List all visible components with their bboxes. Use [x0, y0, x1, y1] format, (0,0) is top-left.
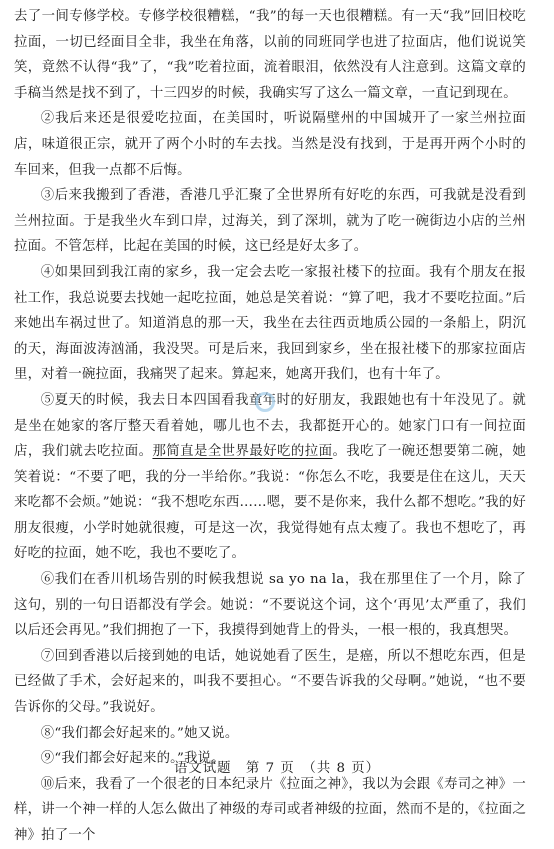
paragraph-4: ④如果回到我江南的家乡，我一定会去吃一家报社楼下的拉面。我有个朋友在报社工作，我总说要去找她一起吃拉面，她总是笑着说：“算了吧，我才不要吃拉面。”后来她出车祸过世了。知道消息的那一天，我坐在去往西贡地质公园的一条船上，阴沉的天，海面波涛汹涌，我没哭。可是后来，我回到家乡，坐在报社楼下的那家拉面店里，对着一碗拉面，我痛哭了起来。算起来，她离开我们，也有十年了。 — [14, 264, 526, 383]
paragraph-5-start: ⑤夏天的时候，我去日本四国看我童年时的好朋友，我跟她也有十年没见了。就是坐在她家的客厅整天看着她，哪儿也不去，我都挺开心的。她家门口有一间拉面店，我们就去吃拉面。 — [14, 392, 526, 460]
paragraph-continued: 去了一间专修学校。专修学校很糟糕，“我”的每一天也很糟糕。有一天“我”回旧校吃拉面，一切已经面目全非，我坐在角落，以前的同班同学也进了拉面店，他们说说笑笑，竟然不认得“我”了，“我”吃着拉面，流着眼泪，依然没有人注意到。这篇文章的手稿当然是找不到了，十三四岁的时候，我确实写了这么一篇文章，一直记到现在。 — [14, 9, 526, 101]
paragraph-10: ⑩后来，我看了一个很老的日本纪录片《拉面之神》，我以为会跟《寿司之神》一样，讲一个神一样的人怎么做出了神级的寿司或者神级的拉面，然而不是的，《拉面之神》拍了一个 — [14, 776, 526, 843]
reading-passage — [14, 4, 526, 849]
paragraph-5 — [14, 388, 526, 567]
paragraph-3: ③后来我搬到了香港，香港几乎汇聚了全世界所有好吃的东西，可我就是没看到兰州拉面。于是我坐火车到口岸，过海关，到了深圳，就为了吃一碗街边小店的兰州拉面。不管怎样，比起在美国的时候，这已经是好太多了。 — [14, 188, 526, 255]
paragraph-5-rest: 。我吃了一碗还想要第二碗，她笑着说：“不要了吧，我的分一半给你。”我说：“你怎么不吃，我要是住在这儿，天天来吃都不会烦。”她说：“我不想吃东西……嗯，要不是你来，我什么都不想吃。”我的好朋友很瘦，小学时她就很瘦，可是这一次，我觉得她有点太瘦了。我也不想吃了，再好吃的拉面，她不吃，我也不要吃了。 — [14, 444, 527, 562]
exam-page — [4, 0, 550, 843]
underlined-sentence: 那简直是全世界最好吃的拉面 — [152, 444, 333, 460]
paragraph-9: ⑨“我们都会好起来的。”我说。 — [40, 751, 225, 767]
page-footer: 语文试题 第 7 页 （共 8 页） — [173, 761, 381, 776]
paragraph-7: ⑦回到香港以后接到她的电话，她说她看了医生，是癌，所以不想吃东西，但是已经做了手术，会好起来的，叫我不要担心。“不要告诉我的父母啊。”她说，“也不要告诉你的父母。”我说好。 — [14, 648, 526, 716]
paragraph-2: ②我后来还是很爱吃拉面，在美国时，听说隔壁州的中国城开了一家兰州拉面店，味道很正宗，就开了两个小时的车去找。当然是没有找到，于是再开两个小时的车回来，但我一点都不后悔。 — [14, 111, 526, 178]
paragraph-6: ⑥我们在香川机场告别的时候我想说 sa yo na la，我在那里住了一个月，除了这句，别的一句日语都没有学会。她说：“不要说这个词，这个‘再见’太严重了，我们以后还会再见。”我们拥抱了一下，我摸得到她背上的骨头，一根一根的，我真想哭。 — [14, 572, 526, 639]
paragraph-8: ⑧“我们都会好起来的。”她又说。 — [40, 725, 239, 741]
